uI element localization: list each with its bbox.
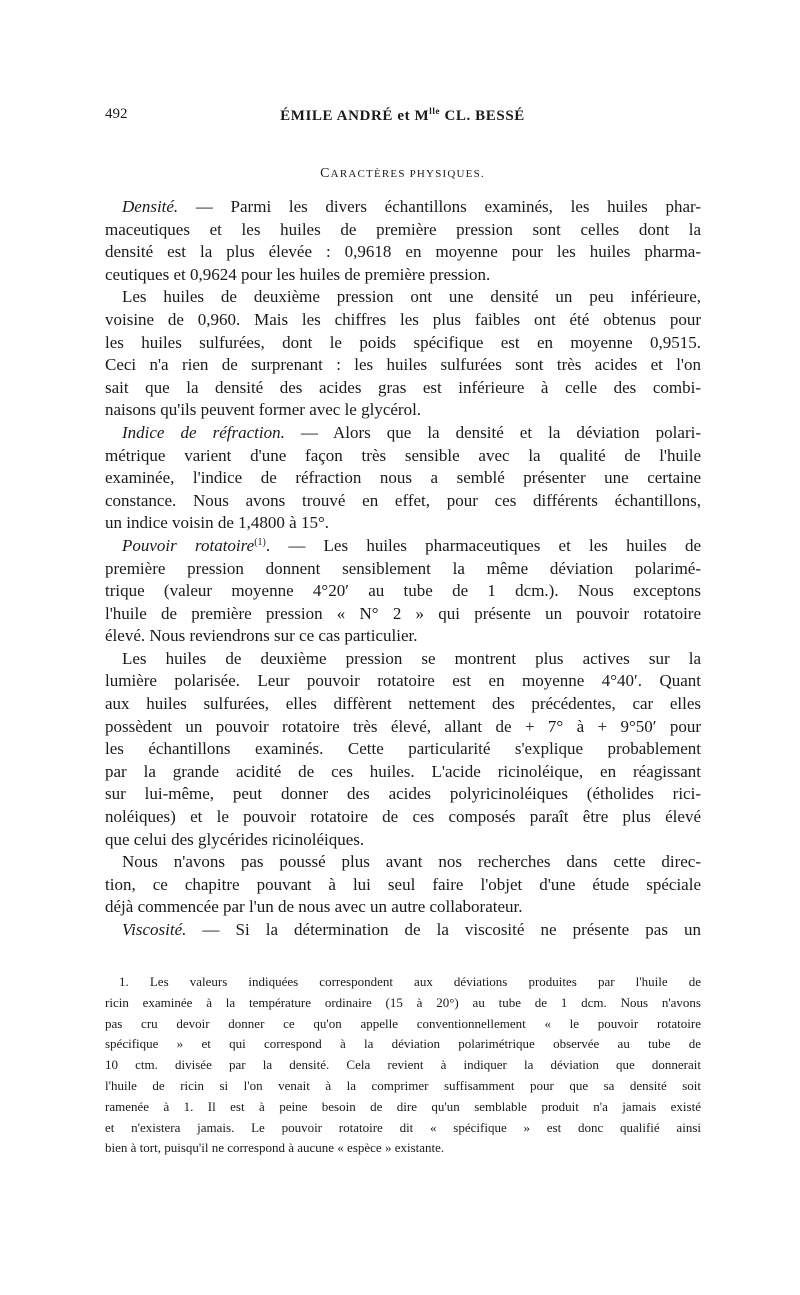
paragraph-line: par la grande acidité de ces huiles. L'acide ricinoléique, en réagissant [105, 761, 701, 781]
paragraph-line: sur lui-même, peut donner des acides polyricinoléiques (étholides rici- [105, 784, 701, 804]
line-text: . — Les huiles pharmaceutiques et les huiles de [265, 535, 702, 555]
body-text [105, 196, 701, 942]
paragraph-line: ceutiques et 0,9624 pour les huiles de première pression. [105, 264, 491, 284]
footnote-line: bien à tort, puisqu'il ne correspond à aucune « espèce » existante. [105, 1140, 445, 1156]
running-head-authors: ÉMILE ANDRÉ et M [280, 108, 430, 124]
section-title-initial: C [320, 166, 331, 181]
footnote-line: ramenée à 1. Il est à peine besoin de dire qu'un semblable produit n'a jamais existé [105, 1098, 701, 1114]
section-title-rest: ARACTÈRES PHYSIQUES. [330, 168, 485, 180]
running-head-superscript: lle [429, 106, 441, 116]
footnote-line: 1. Les valeurs indiquées correspondent aux déviations produites par l'huile de [119, 974, 701, 989]
paragraph-line: maceutiques et les huiles de première pression sont celles dont la [105, 219, 701, 239]
line-text: — Parmi les divers échantillons examinés, les huiles phar- [178, 197, 701, 216]
paragraph-line: que celui des glycérides ricinoléiques. [105, 829, 365, 849]
paragraph-line: lumière polarisée. Leur pouvoir rotatoire est en moyenne 4°40′. Quant [105, 671, 701, 691]
paragraph-line: Nous n'avons pas poussé plus avant nos recherches dans cette direc- [122, 852, 701, 872]
paragraph-line: Ceci n'a rien de surprenant : les huiles sulfurées sont très acides et l'on [105, 355, 701, 375]
paragraph-line: élevé. Nous reviendrons sur ce cas particulier. [105, 626, 418, 646]
paragraph-line: les échantillons examinés. Cette particularité s'explique probablement [105, 739, 701, 759]
page-header [105, 106, 700, 128]
footnote-line: et n'existera jamais. Le pouvoir rotatoire dit « spécifique » est donc qualifié ainsi [105, 1119, 701, 1135]
run-in-heading-viscosite: Viscosité. [122, 920, 187, 939]
paragraph-line: première pression donnent sensiblement la même déviation polarimé- [105, 558, 701, 578]
paragraph-line: les huiles sulfurées, dont le poids spécifique est en moyenne 0,9515. [105, 332, 701, 352]
paragraph-line [105, 422, 701, 445]
footnote-line: l'huile de ricin si l'on venait à la comprimer suffisamment pour que sa densité soit [105, 1077, 701, 1093]
paragraph-line: déjà commencée par l'un de nous avec un autre collaborateur. [105, 897, 523, 917]
paragraph-line: Les huiles de deuxième pression ont une densité un peu inférieure, [122, 287, 701, 307]
paragraph-line: trique (valeur moyenne 4°20′ au tube de 1 dcm.). Nous exceptons [105, 581, 701, 601]
run-in-heading-densite: Densité. [122, 197, 179, 216]
paragraph-line: métrique varient d'une façon très sensible avec la qualité de l'huile [105, 445, 701, 465]
paragraph-line: constance. Nous avons trouvé en effet, pour ces différents échantillons, [105, 490, 701, 510]
paragraph-line [105, 535, 701, 558]
paragraph-line: l'huile de première pression « N° 2 » qui présente un pouvoir rotatoire [105, 603, 701, 623]
paragraph-line: possèdent un pouvoir rotatoire très élevé, allant de + 7° à + 9°50′ pour [105, 716, 701, 736]
paragraph-line: tion, ce chapitre pouvant à lui seul faire l'objet d'une étude spéciale [105, 874, 701, 894]
paragraph-line: un indice voisin de 1,4800 à 15°. [105, 513, 329, 533]
line-text: — Alors que la densité et la déviation polari- [284, 422, 702, 442]
run-in-heading-refraction: Indice de réfraction. [122, 422, 285, 442]
footnote-marker: (1) [254, 536, 266, 548]
paragraph-line: densité est la plus élevée : 0,9618 en moyenne pour les huiles pharma- [105, 242, 701, 262]
running-head-tail: CL. BESSÉ [440, 108, 525, 124]
footnote [105, 972, 701, 1159]
paragraph-line: noléiques) et le pouvoir rotatoire de ces composés paraît être plus élevé [105, 807, 701, 827]
paragraph-line: naisons qu'ils peuvent former avec le glycérol. [105, 400, 422, 420]
paragraph-line: voisine de 0,960. Mais les chiffres les plus faibles ont été obtenus pour [105, 309, 701, 329]
paragraph-line [105, 196, 701, 219]
paragraph-line: Les huiles de deuxième pression se montrent plus actives sur la [122, 648, 701, 668]
footnote-line: spécifique » et qui correspond à la déviation polarimétrique observée au tube de [105, 1036, 701, 1052]
paragraph-line [105, 919, 701, 942]
run-in-heading-pouvoir-rotatoire: Pouvoir rotatoire [122, 535, 255, 555]
running-head [105, 106, 700, 125]
footnote-line: pas cru devoir donner ce qu'on appelle conventionnellement « le pouvoir rotatoire [105, 1015, 701, 1031]
section-title [105, 166, 700, 182]
footnote-line: 10 ctm. divisée par la densité. Cela revient à indiquer la déviation que donnerait [105, 1057, 701, 1073]
paragraph-line: sait que la densité des acides gras est inférieure à celle des combi- [105, 377, 701, 397]
paragraph-line: aux huiles sulfurées, elles diffèrent nettement des précédentes, car elles [105, 694, 701, 714]
line-text: — Si la détermination de la viscosité ne présente pas un [186, 920, 701, 939]
paragraph-line: examinée, l'indice de réfraction nous a semblé présenter une certaine [105, 468, 701, 488]
footnote-line: ricin examinée à la température ordinaire (15 à 20°) au tube de 1 dcm. Nous n'avons [105, 994, 701, 1010]
page-number: 492 [105, 106, 128, 122]
